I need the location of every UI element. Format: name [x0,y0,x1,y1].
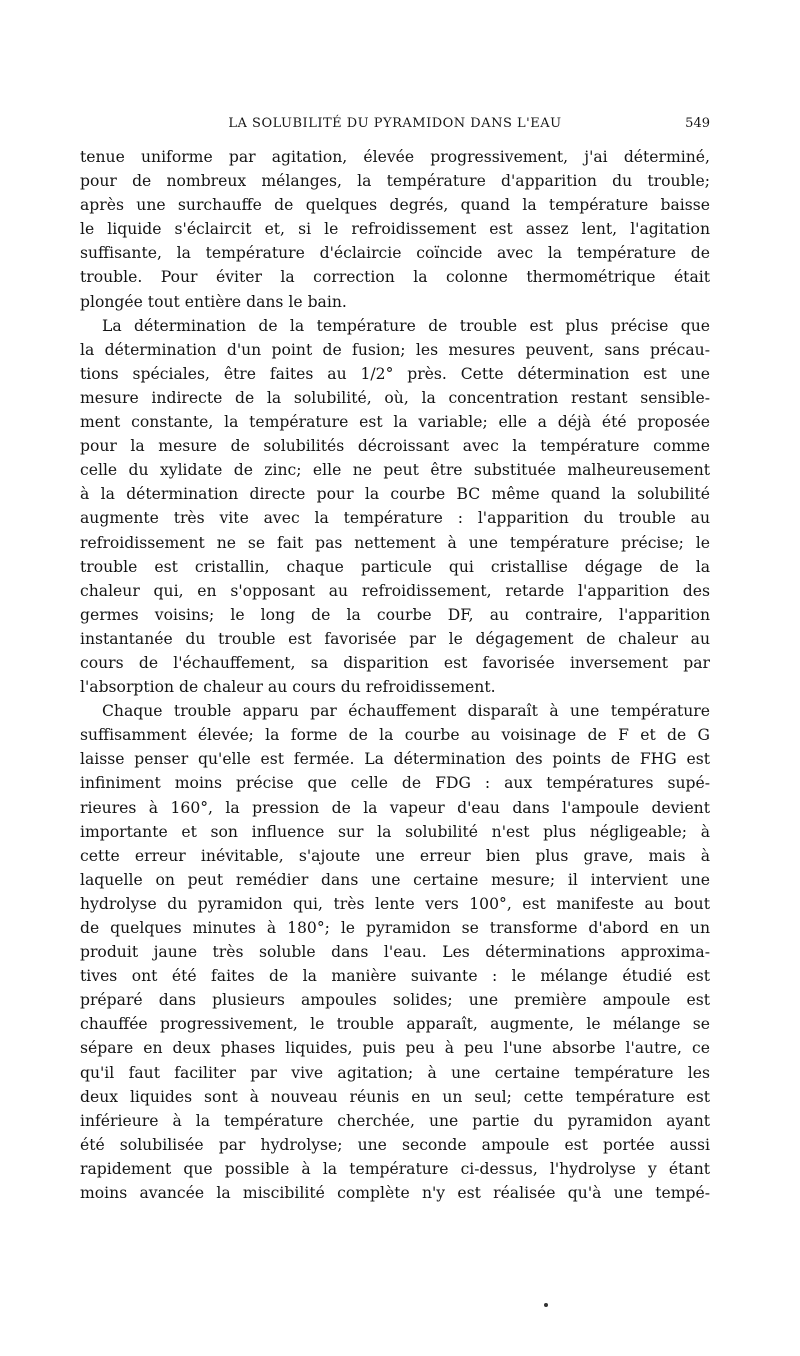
text-line: hydrolyse du pyramidon qui, très lente vers 100°, est manifeste au bout [80,894,710,913]
text-line: suffisamment élevée; la forme de la courbe au voisinage de F et de G [80,726,710,745]
text-line: cours de l'échauffement, sa disparition est favorisée inversement par [80,653,710,672]
page-number: 549 [685,116,710,131]
text-line: sépare en deux phases liquides, puis peu à peu l'une absorbe l'autre, ce [80,1039,710,1058]
text-line: chaleur qui, en s'opposant au refroidissement, retarde l'apparition des [80,581,710,600]
running-title: LA SOLUBILITÉ DU PYRAMIDON DANS L'EAU [228,116,562,131]
text-line: germes voisins; le long de la courbe DF, au contraire, l'apparition [80,605,710,624]
running-header [80,116,710,136]
text-line: tions spéciales, être faites au 1/2° près. Cette détermination est une [80,364,710,383]
text-line: refroidissement ne se fait pas nettement à une température précise; le [80,533,710,552]
text-line: produit jaune très soluble dans l'eau. Les déterminations approxima- [80,943,710,962]
text-line: trouble est cristallin, chaque particule qui cristallise dégage de la [80,557,710,576]
paragraph-first-line: La détermination de la température de trouble est plus précise que [102,316,710,335]
text-line: la détermination d'un point de fusion; les mesures peuvent, sans précau- [80,340,710,359]
text-line: plongée tout entière dans le bain. [80,292,347,311]
text-line: chauffée progressivement, le trouble apparaît, augmente, le mélange se [80,1015,710,1034]
text-line: préparé dans plusieurs ampoules solides; une première ampoule est [80,991,710,1010]
text-line: été solubilisée par hydrolyse; une seconde ampoule est portée aussi [80,1135,710,1154]
text-line: laquelle on peut remédier dans une certaine mesure; il intervient une [80,870,710,889]
print-speck [544,1303,548,1307]
text-line: après une surchauffe de quelques degrés, quand la température baisse [80,196,710,215]
text-line: rapidement que possible à la température ci-dessus, l'hydrolyse y étant [80,1159,710,1178]
text-line: rieures à 160°, la pression de la vapeur d'eau dans l'ampoule devient [80,798,710,817]
text-line: tives ont été faites de la manière suivante : le mélange étudié est [80,967,710,986]
text-line: suffisante, la température d'éclaircie coïncide avec la température de [80,244,710,263]
paragraph-first-line: Chaque trouble apparu par échauffement disparaît à une température [102,702,710,721]
text-line: qu'il faut faciliter par vive agitation; à une certaine température les [80,1063,710,1082]
text-line: mesure indirecte de la solubilité, où, la concentration restant sensible- [80,388,710,407]
text-line: l'absorption de chaleur au cours du refroidissement. [80,678,496,697]
text-line: deux liquides sont à nouveau réunis en un seul; cette température est [80,1087,710,1106]
body-text [80,145,710,1205]
text-line: à la détermination directe pour la courbe BC même quand la solubilité [80,485,710,504]
text-line: de quelques minutes à 180°; le pyramidon se transforme d'abord en un [80,919,710,937]
text-line: pour la mesure de solubilités décroissant avec la température comme [80,437,710,456]
text-line: inférieure à la température cherchée, une partie du pyramidon ayant [80,1111,710,1130]
text-line: celle du xylidate de zinc; elle ne peut être substituée malheureusement [80,461,710,480]
text-line: cette erreur inévitable, s'ajoute une erreur bien plus grave, mais à [80,846,710,865]
text-line: infiniment moins précise que celle de FDG : aux températures supé- [80,774,710,793]
text-line: laisse penser qu'elle est fermée. La détermination des points de FHG est [80,750,710,769]
text-line: moins avancée la miscibilité complète n'y est réalisée qu'à une tempé- [80,1184,710,1203]
text-line: instantanée du trouble est favorisée par le dégagement de chaleur au [80,629,710,648]
text-line: importante et son influence sur la solubilité n'est plus négligeable; à [80,822,710,841]
text-line: le liquide s'éclaircit et, si le refroidissement est assez lent, l'agitation [80,220,710,239]
text-line: pour de nombreux mélanges, la température d'apparition du trouble; [80,172,710,191]
text-line: tenue uniforme par agitation, élevée progressivement, j'ai déterminé, [80,148,710,166]
text-line: trouble. Pour éviter la correction la colonne thermométrique était [80,268,710,287]
text-line: augmente très vite avec la température : l'apparition du trouble au [80,509,710,528]
text-line: ment constante, la température est la variable; elle a déjà été proposée [80,413,710,432]
